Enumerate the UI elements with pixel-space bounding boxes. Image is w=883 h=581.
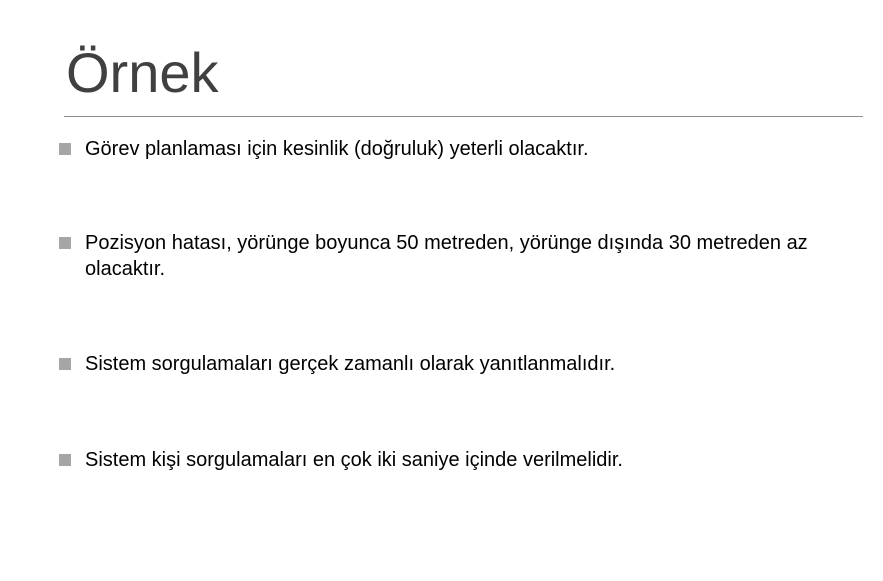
bullet-text: Sistem sorgulamaları gerçek zamanlı olarak yanıtlanmalıdır. (85, 353, 616, 375)
bullet-text: Sistem kişi sorgulamaları en çok iki saniye içinde verilmelidir. (85, 449, 623, 471)
square-bullet-icon (59, 143, 71, 155)
slide-title: Örnek (66, 41, 219, 104)
title-divider (64, 116, 863, 117)
square-bullet-icon (59, 237, 71, 249)
bullet-text: Görev planlaması için kesinlik (doğruluk) yeterli olacaktır. (85, 138, 589, 160)
square-bullet-icon (59, 358, 71, 370)
bullet-text: Pozisyon hatası, yörünge boyunca 50 metreden, yörünge dışında 30 metreden az olacaktır. (85, 232, 808, 280)
square-bullet-icon (59, 454, 71, 466)
